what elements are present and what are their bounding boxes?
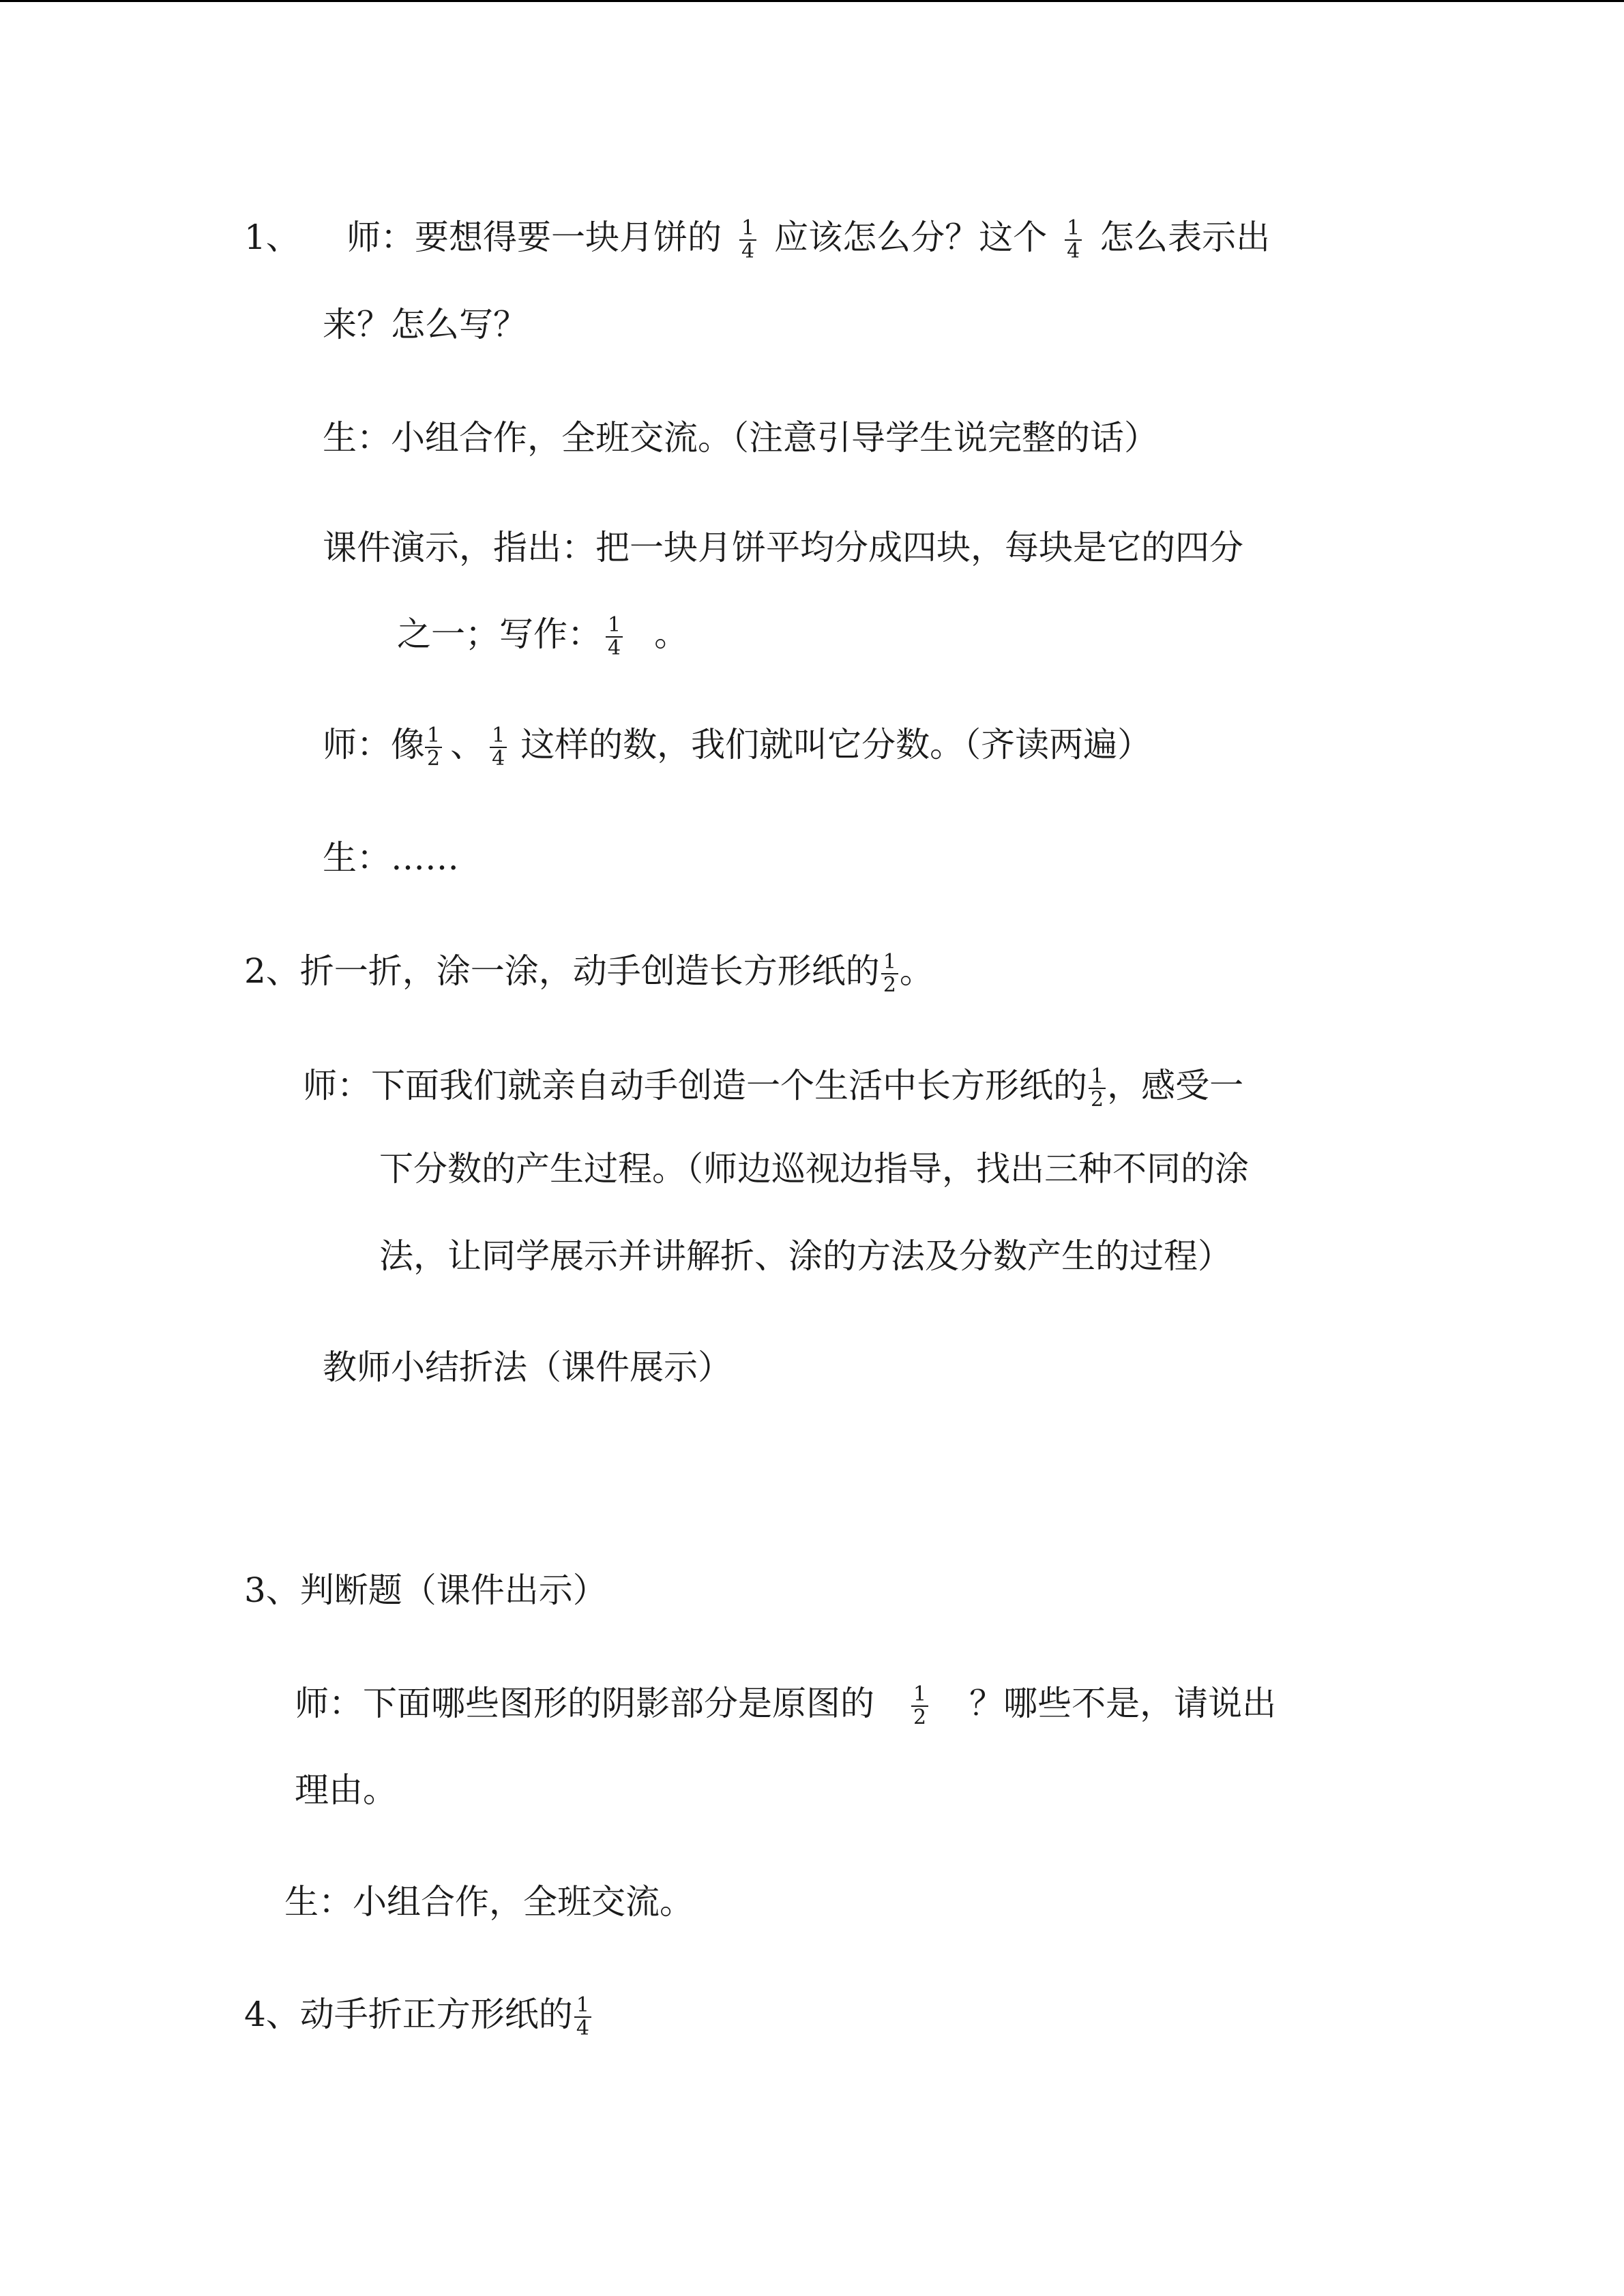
s2-line2: 师：下面我们就亲自动手创造一个生活中长方形纸的 $\frac{1}{2}$ ，感受一 bbox=[303, 1064, 1244, 1112]
s2-line1: 2、折一折，涂一涂，动手创造长方形纸的 $\frac{1}{2}$ 。 bbox=[244, 950, 934, 997]
s1-line1: 1、 师：要想得要一块月饼的 $\frac{1}{4}$ 应该怎么分？这个 $\frac{1}{4}$ 怎么表示出 bbox=[244, 216, 1271, 263]
s1-line7: 生：…… bbox=[323, 838, 459, 878]
fraction-one-half: $\frac{1}{2}$ bbox=[425, 725, 442, 770]
s1-line6: 师：像 $\frac{1}{2}$ 、 $\frac{1}{4}$ 这样的数，我们就叫它分数。（齐读两遍） bbox=[323, 724, 1152, 771]
fraction-one-quarter: $\frac{1}{4}$ bbox=[606, 614, 623, 659]
s2-line4: 法，让同学展示并讲解折、涂的方法及分数产生的过程） bbox=[379, 1236, 1232, 1276]
top-border-line bbox=[0, 0, 1624, 2]
s3-line4: 生：小组合作，全班交流。 bbox=[284, 1882, 694, 1922]
s1-line3: 生：小组合作，全班交流。（注意引导学生说完整的话） bbox=[323, 418, 1158, 458]
s1-line4: 课件演示，指出：把一块月饼平均分成四块，每块是它的四分 bbox=[323, 528, 1243, 567]
s2-line5: 教师小结折法（课件展示） bbox=[323, 1347, 732, 1387]
s1-number: 1、 bbox=[244, 218, 300, 257]
s3-line2: 师：下面哪些图形的阴影部分是原图的 $\frac{1}{2}$ ？哪些不是，请说出 bbox=[295, 1682, 1277, 1729]
s2-line3: 下分数的产生过程。（师边巡视边指导，找出三种不同的涂 bbox=[379, 1149, 1249, 1189]
s1-line2: 来？怎么写？ bbox=[323, 305, 527, 344]
fraction-one-quarter: $\frac{1}{4}$ bbox=[574, 1995, 591, 2040]
fraction-one-half: $\frac{1}{2}$ bbox=[911, 1684, 928, 1729]
fraction-one-half: $\frac{1}{2}$ bbox=[881, 951, 898, 996]
fraction-one-half: $\frac{1}{2}$ bbox=[1089, 1066, 1106, 1111]
fraction-one-quarter: $\frac{1}{4}$ bbox=[1065, 218, 1082, 263]
s4-line1: 4、动手折正方形纸的 $\frac{1}{4}$ bbox=[244, 1993, 593, 2040]
fraction-one-quarter: $\frac{1}{4}$ bbox=[490, 725, 507, 770]
fraction-one-quarter: $\frac{1}{4}$ bbox=[739, 218, 756, 263]
s1-line5: 之一；写作： $\frac{1}{4}$ 。 bbox=[397, 613, 689, 660]
s3-line3: 理由。 bbox=[295, 1770, 397, 1810]
s3-line1: 3、判断题（课件出示） bbox=[244, 1570, 607, 1610]
